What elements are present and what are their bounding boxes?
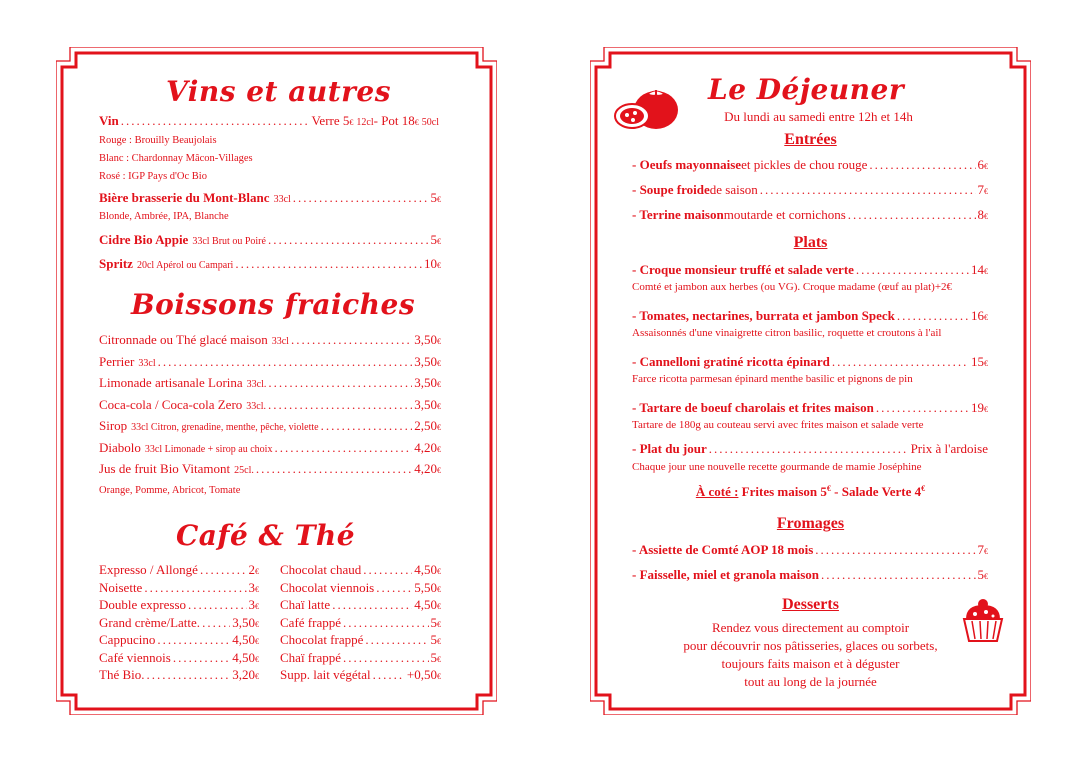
page-title: Le Déjeuner: [708, 73, 905, 106]
jus-detail: Orange, Pomme, Abricot, Tomate: [99, 485, 241, 496]
menu-item-boisson: Perrier 33cl ..... 3,50 €: [99, 354, 441, 370]
menu-item-cafe: Café viennois ..... 4,50 €: [99, 650, 259, 666]
item-name: - Croque monsieur truffé et salade verte: [632, 262, 854, 277]
item-price: 7: [977, 182, 984, 197]
leader-dots: [363, 562, 412, 578]
item-name: Café viennois: [99, 649, 171, 665]
leader-dots: [760, 182, 976, 198]
item-name: Café frappé: [280, 614, 341, 630]
menu-item-cafe: Café frappé ..... 5 €: [280, 615, 441, 631]
section-title-entrees: Entrées: [784, 131, 837, 148]
menu-item-cafe: Supp. lait végétal ..... +0,50 €: [280, 667, 441, 683]
menu-item-cafe: Chaï frappé ..... 5 €: [280, 650, 441, 666]
section-title-vins: Vins et autres: [166, 75, 391, 108]
leader-dots: [365, 632, 428, 648]
item-price: 4,50: [414, 562, 437, 577]
section-title-plats: Plats: [793, 234, 828, 251]
leader-dots: [815, 542, 975, 558]
leader-dots: [709, 441, 909, 457]
item-name: - Soupe froide: [632, 182, 710, 197]
a-cote-salade: - Salade Verte 4: [830, 484, 922, 499]
menu-item-boisson: Jus de fruit Bio Vitamont 25cl. ..... 4,20 €: [99, 461, 441, 477]
menu-item-entree: - Terrine maison moutarde et cornichons ..... 8 €: [632, 207, 988, 223]
menu-item-boisson: Limonade artisanale Lorina 33cl. ..... 3,50 €: [99, 375, 441, 391]
menu-page-right: [590, 47, 1031, 715]
menu-item-cafe: Chocolat viennois ..... 5,50 €: [280, 580, 441, 596]
item-note: 33cl: [271, 336, 289, 347]
item-price: 2,50: [414, 418, 437, 433]
item-name: Supp. lait végétal: [280, 667, 371, 682]
item-name: Limonade artisanale Lorina: [99, 375, 243, 390]
item-name: Chaï latte: [280, 597, 331, 612]
item-note: 33cl Citron, grenadine, menthe, pêche, violette: [131, 422, 319, 433]
item-name: Cidre Bio Appie: [99, 232, 189, 247]
leader-dots: [235, 256, 422, 272]
leader-dots: [200, 562, 247, 578]
section-title-desserts: Desserts: [782, 596, 839, 613]
leader-dots: [869, 157, 975, 173]
item-price: 14: [971, 262, 984, 277]
item-price: - Pot 18: [373, 113, 415, 128]
menu-item-plat: - Cannelloni gratiné ricotta épinard ..... 15 €: [632, 354, 988, 370]
leader-dots: [332, 597, 412, 613]
item-price: 4,20: [414, 461, 437, 476]
plat-detail: Comté et jambon aux herbes (ou VG). Croque madame (œuf au plat)+2€: [632, 281, 953, 293]
menu-item-cidre: Cidre Bio Appie 33cl Brut ou Poiré ..... 5 €: [99, 232, 441, 248]
menu-item-boisson: Coca-cola / Coca-cola Zero 33cl. ..... 3,50 €: [99, 397, 441, 413]
menu-item-cafe: Chocolat frappé ..... 5 €: [280, 632, 441, 648]
leader-dots: [821, 567, 975, 583]
item-name: Coca-cola / Coca-cola Zero: [99, 396, 243, 412]
item-price: 5: [430, 232, 437, 247]
menu-item-boisson: Diabolo 33cl Limonade + sirop au choix ..... 4,20 €: [99, 440, 441, 456]
item-price: 5: [430, 190, 437, 205]
desserts-text: tout au long de la journée: [744, 674, 877, 689]
item-description: de saison: [709, 182, 758, 197]
plat-detail: Farce ricotta parmesan épinard menthe basilic et pignons de pin: [632, 373, 913, 385]
item-description: moutarde et cornichons: [723, 207, 846, 222]
item-price: +0,50: [406, 667, 437, 682]
item-price: 6: [977, 157, 984, 172]
biere-detail: Blonde, Ambrée, IPA, Blanche: [99, 211, 229, 222]
menu-item-plat: - Tartare de boeuf charolais et frites maison ..... 19 €: [632, 400, 988, 416]
a-cote-frites: Frites maison 5: [738, 484, 827, 499]
tomato-illustration: [610, 82, 682, 134]
leader-dots: [832, 354, 969, 370]
vin-detail: Rosé : IGP Pays d'Oc Bio: [99, 171, 207, 182]
leader-dots: [856, 262, 969, 278]
item-name: Perrier: [99, 353, 135, 369]
menu-item-cafe: Chaï latte ..... 4,50 €: [280, 597, 441, 613]
item-unit: 50cl: [421, 117, 439, 128]
section-title-fromages: Fromages: [776, 515, 845, 532]
menu-item-vin: Vin ..... Verre 5 € 12cl - Pot 18 € 50cl: [99, 113, 439, 129]
menu-item-cafe: Double expresso ..... 3 €: [99, 597, 259, 613]
item-price: 3,50: [232, 614, 255, 630]
section-title-cafe: Café & Thé: [176, 519, 356, 552]
item-price: 5,50: [414, 579, 437, 595]
menu-item-entree: - Soupe froide de saison ..... 7 €: [632, 182, 988, 198]
menu-item-boisson: Citronnade ou Thé glacé maison 33cl ..... 3,50 €: [99, 332, 441, 348]
item-price: 2: [248, 562, 255, 577]
plat-detail: Tartare de 180g au couteau servi avec frites maison et salade verte: [632, 419, 924, 431]
menu-item-fromage: - Assiette de Comté AOP 18 mois ..... 7 €: [632, 542, 988, 558]
leader-dots: [173, 650, 230, 666]
leader-dots: [293, 190, 429, 206]
item-note: 20cl Apérol ou Campari: [136, 260, 234, 271]
item-name: Vin: [99, 113, 119, 128]
plat-detail: Chaque jour une nouvelle recette gourmande de mamie Joséphine: [632, 461, 922, 473]
leader-dots: [157, 632, 230, 648]
item-name: Grand crème/Latte.: [99, 614, 201, 630]
leader-dots: [343, 615, 429, 631]
item-price: 7: [977, 542, 984, 557]
leader-dots: [158, 354, 413, 370]
item-name: - Cannelloni gratiné ricotta épinard: [632, 354, 830, 369]
item-note: 33cl.: [246, 400, 267, 412]
menu-item-cafe: Grand crème/Latte. ..... 3,50 €: [99, 615, 259, 631]
item-price: 8: [977, 207, 984, 222]
item-price: 5: [430, 649, 437, 665]
vin-detail: Rouge : Brouilly Beaujolais: [99, 135, 217, 146]
leader-dots: [373, 667, 405, 683]
menu-item-plat: - Tomates, nectarines, burrata et jambon Speck ..... 16 €: [632, 308, 988, 324]
item-price: 3: [248, 579, 255, 595]
item-name: Sirop: [99, 418, 128, 433]
desserts-text: toujours faits maison et à déguster: [721, 656, 900, 671]
item-price: Verre 5: [311, 113, 350, 128]
item-price: 3,50: [414, 353, 437, 369]
item-note: 33cl.: [246, 379, 267, 390]
leader-dots: [376, 580, 412, 596]
item-price: 3,50: [414, 332, 437, 347]
item-name: Thé Bio.: [99, 667, 145, 682]
leader-dots: [147, 667, 231, 683]
item-price: 5: [430, 614, 437, 630]
item-price: 15: [971, 354, 984, 369]
leader-dots: [256, 461, 412, 477]
item-note: 25cl.: [234, 465, 254, 476]
item-name: Noisette: [99, 579, 143, 595]
item-name: Chocolat viennois: [280, 579, 375, 595]
item-price: 4,20: [414, 439, 437, 455]
item-price: 19: [971, 400, 984, 415]
item-price: 4,50: [232, 632, 255, 647]
item-description: et pickles de chou rouge: [741, 157, 868, 172]
leader-dots: [897, 308, 969, 324]
leader-dots: [343, 650, 428, 666]
menu-item-plat-du-jour: [632, 441, 988, 457]
leader-dots: [121, 113, 310, 129]
vin-detail: Blanc : Chardonnay Mâcon-Villages: [99, 153, 253, 164]
item-price: 4,50: [232, 649, 255, 665]
a-cote-line: À coté : Frites maison 5€ - Salade Verte 4€: [695, 484, 926, 499]
item-name: Cappucino: [99, 632, 156, 647]
leader-dots: [268, 232, 429, 248]
item-price: 16: [971, 308, 984, 323]
item-name: Chocolat chaud: [280, 562, 362, 577]
item-name: Citronnade ou Thé glacé maison: [99, 332, 268, 347]
item-name: - Plat du jour: [632, 441, 707, 456]
leader-dots: [268, 375, 412, 391]
menu-item-cafe: Cappucino ..... 4,50 €: [99, 632, 259, 648]
menu-page-left: [56, 47, 497, 715]
item-price: Prix à l'ardoise: [910, 441, 988, 456]
item-price: 3,20: [232, 667, 255, 682]
leader-dots: [876, 400, 969, 416]
item-note: 33cl: [138, 357, 156, 369]
item-unit: 12cl: [356, 117, 374, 128]
item-name: - Tartare de boeuf charolais et frites maison: [632, 400, 874, 415]
leader-dots: [268, 397, 412, 413]
menu-item-cafe: Chocolat chaud ..... 4,50 €: [280, 562, 441, 578]
section-title-boissons: Boissons fraiches: [131, 288, 416, 321]
menu-item-cafe: Noisette ..... 3 €: [99, 580, 259, 596]
leader-dots: [848, 207, 976, 223]
item-note: 33cl Brut ou Poiré: [192, 236, 266, 247]
menu-item-boisson: Sirop 33cl Citron, grenadine, menthe, pêche, violette ..... 2,50 €: [99, 418, 441, 434]
plat-detail: Assaisonnés d'une vinaigrette citron basilic, roquette et croutons à l'ail: [632, 327, 942, 339]
item-name: Double expresso: [99, 597, 187, 612]
item-name: - Oeufs mayonnaise: [632, 157, 742, 172]
item-price: 4,50: [414, 597, 437, 612]
item-name: Chocolat frappé: [280, 632, 364, 647]
menu-item-biere: Bière brasserie du Mont-Blanc 33cl ..... 5 €: [99, 190, 441, 206]
menu-item-plat: - Croque monsieur truffé et salade verte ..... 14 €: [632, 262, 988, 278]
item-name: - Assiette de Comté AOP 18 mois: [632, 542, 814, 557]
item-name: Expresso / Allongé: [99, 562, 198, 577]
menu-item-entree: - Oeufs mayonnaise et pickles de chou rouge ..... 6 €: [632, 157, 988, 173]
item-name: Chaï frappé: [280, 649, 342, 665]
item-price: 10: [424, 256, 437, 271]
leader-dots: [291, 332, 412, 348]
page-subtitle: Du lundi au samedi entre 12h et 14h: [724, 109, 913, 124]
leader-dots: [188, 597, 246, 613]
item-name: Jus de fruit Bio Vitamont: [99, 461, 231, 476]
item-price: 3,50: [414, 375, 437, 390]
leader-dots: [274, 440, 412, 456]
menu-item-cafe: Expresso / Allongé ..... 2 €: [99, 562, 259, 578]
menu-item-spritz: Spritz 20cl Apérol ou Campari ..... 10 €: [99, 256, 441, 272]
item-name: - Tomates, nectarines, burrata et jambon Speck: [632, 308, 895, 323]
item-note: 33cl: [273, 194, 291, 205]
item-note: 33cl Limonade + sirop au choix: [144, 443, 273, 455]
item-name: Bière brasserie du Mont-Blanc: [99, 190, 270, 205]
item-price: 3,50: [414, 396, 437, 412]
desserts-text: Rendez vous directement au comptoir: [711, 620, 910, 635]
leader-dots: [321, 418, 413, 434]
item-name: - Terrine maison: [632, 207, 724, 222]
item-name: Spritz: [99, 256, 133, 271]
item-price: 5: [977, 567, 984, 582]
leader-dots: [202, 615, 230, 631]
item-name: Diabolo: [99, 439, 141, 455]
menu-item-fromage: - Faisselle, miel et granola maison ..... 5 €: [632, 567, 988, 583]
menu-item-cafe: Thé Bio. ..... 3,20 €: [99, 667, 259, 683]
a-cote-label: À coté :: [695, 484, 739, 499]
item-price: 5: [430, 632, 437, 647]
desserts-text: pour découvrir nos pâtisseries, glaces ou sorbets,: [683, 638, 938, 653]
item-name: - Faisselle, miel et granola maison: [632, 567, 820, 582]
item-price: 3: [248, 597, 255, 612]
leader-dots: [144, 580, 246, 596]
